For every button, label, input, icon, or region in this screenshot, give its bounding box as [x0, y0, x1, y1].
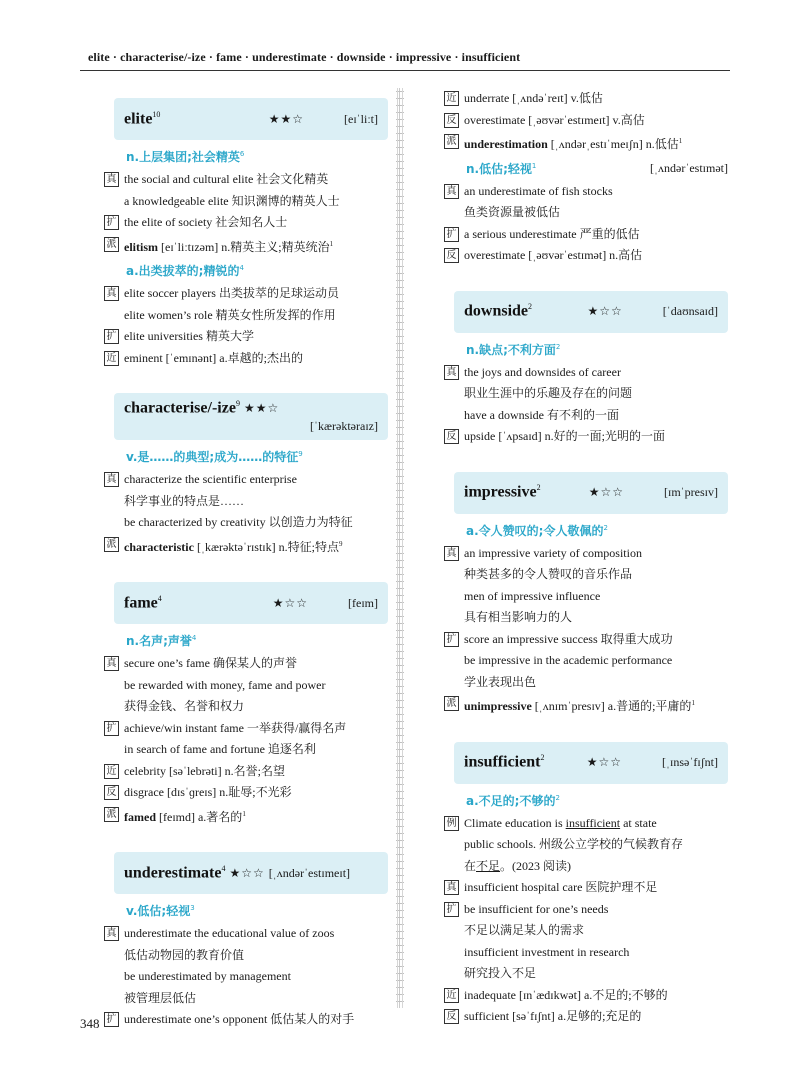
synonym-line: 近 eminent [ˈemɪnənt] a.卓越的;杰出的 — [104, 348, 388, 370]
sense-label: a.出类拔萃的;精锐的$^4$ — [126, 264, 244, 278]
star-rating: ★★☆ — [243, 400, 280, 415]
example-line: 扩 elite universities 精英大学 — [104, 326, 388, 348]
example-line: 扩 achieve/win instant fame 一举获得/赢得名声 — [104, 718, 388, 740]
entry-fame-header — [114, 582, 388, 624]
sense-label: v.低估;轻视$^3$ — [126, 904, 195, 919]
example-line: be characterized by creativity 以创造力为特征 — [124, 515, 353, 530]
headword: fame$^4$ — [124, 594, 162, 612]
tag-fan: 反 — [444, 113, 459, 128]
tag-jin: 近 — [104, 764, 119, 779]
tag-kuo: 扩 — [444, 632, 459, 647]
example-line: 科学事业的特点是…… — [124, 493, 245, 508]
sense-label: a.令人赞叹的;令人敬佩的$^2$ — [466, 523, 608, 538]
example-line: a knowledgeable elite 知识渊博的精英人士 — [124, 193, 340, 208]
example-line: be underestimated by management — [124, 969, 291, 984]
tag-fan: 反 — [444, 248, 459, 263]
headword: insufficient$^2$ — [464, 753, 545, 771]
tag-kuo: 扩 — [104, 329, 119, 344]
phonetic: [ˌɪnsəˈfɪʃnt] — [662, 755, 718, 769]
antonym-line: 反 overestimate [ˌəʊvərˈestɪmət] n.高估 — [444, 245, 728, 267]
example-line: 具有相当影响力的人 — [464, 610, 573, 624]
tag-kuo: 扩 — [104, 721, 119, 736]
headword: downside$^2$ — [464, 302, 533, 320]
phonetic: [ˌʌndərˈestɪmət] — [650, 160, 728, 175]
tag-li: 例 — [444, 816, 459, 831]
phonetic: [ˌʌndərˈestɪmeɪt] — [268, 865, 351, 880]
antonym-line: 反 disgrace [dɪsˈɡreɪs] n.耻辱;不光彩 — [104, 782, 388, 804]
tag-pai: 派 — [444, 134, 459, 149]
synonym-line: 近 inadequate [ɪnˈædɪkwət] a.不足的;不够的 — [444, 985, 728, 1007]
star-rating: ★☆☆ — [588, 485, 625, 499]
tag-zhen: 真 — [444, 184, 459, 199]
phonetic: [eɪˈliːt] — [344, 111, 378, 126]
example-line: men of impressive influence — [464, 588, 601, 603]
headword: underestimate$^4$ — [124, 864, 226, 882]
sense-label: a.不足的;不够的$^2$ — [466, 793, 560, 808]
example-line: 种类甚多的令人赞叹的音乐作品 — [464, 567, 633, 581]
tag-fan: 反 — [444, 429, 459, 444]
tag-fan: 反 — [104, 785, 119, 800]
tag-pai: 派 — [104, 237, 119, 252]
tag-kuo: 扩 — [444, 227, 459, 242]
antonym-line: 反 overestimate [ˌəʊvərˈestɪmeɪt] v.高估 — [444, 110, 728, 132]
sense-label: n.名声;声誉$^4$ — [126, 634, 197, 649]
entry-downside-header — [454, 291, 728, 333]
entry-impressive-header — [454, 472, 728, 514]
exam-example-line: 在不足。(2023 阅读) — [464, 858, 572, 873]
sense-label: n.低估;轻视$^1$ — [466, 161, 537, 176]
example-line: 真 an impressive variety of composition — [444, 543, 728, 565]
tag-pai: 派 — [444, 696, 459, 711]
example-line: 低估动物园的教育价值 — [124, 947, 245, 962]
tag-jin: 近 — [444, 91, 459, 106]
example-line: 扩 underestimate one’s opponent 低估某人的对手 — [104, 1009, 388, 1031]
tag-zhen: 真 — [444, 880, 459, 895]
headword: elite$^{10}$ — [124, 109, 161, 128]
sense-label: n.上层集团;社会精英$^6$ — [126, 150, 245, 164]
sense-label: n.缺点;不利方面$^2$ — [466, 342, 561, 357]
star-rating: ★★☆ — [268, 111, 305, 126]
example-line: 真 the joys and downsides of career — [444, 362, 728, 384]
antonym-line: 反 upside [ˈʌpsaɪd] n.好的一面;光明的一面 — [444, 426, 728, 448]
headword: impressive$^2$ — [464, 483, 541, 501]
tag-zhen: 真 — [444, 365, 459, 380]
example-line: elite women’s role 精英女性所发挥的作用 — [124, 307, 336, 322]
star-rating: ★☆☆ — [229, 865, 265, 880]
tag-jin: 近 — [444, 988, 459, 1003]
synonym-line: 近 celebrity [səˈlebrəti] n.名誉;名望 — [104, 761, 388, 783]
entry-elite-header — [114, 98, 388, 140]
derivative-line: 派 famed [feɪmd] a.著名的$^1$ — [104, 804, 388, 829]
tag-kuo: 扩 — [104, 215, 119, 230]
exam-example-line: public schools. 州级公立学校的气候教育存 — [464, 837, 683, 851]
derivative-line: 派 elitism [eɪˈliːtɪzəm] n.精英主义;精英统治$^1$ — [104, 234, 388, 259]
tag-kuo: 扩 — [104, 1012, 119, 1027]
example-line: 扩 a serious underestimate 严重的低估 — [444, 224, 728, 246]
entry-underestimate-header — [114, 852, 388, 894]
star-rating: ★☆☆ — [587, 304, 623, 318]
example-line: 真 elite soccer players 出类拔萃的足球运动员 — [104, 283, 388, 305]
example-line: be impressive in the academic performance — [464, 653, 673, 667]
entry-insufficient-header — [454, 742, 728, 784]
tag-zhen: 真 — [104, 172, 119, 187]
example-line: 学业表现出色 — [464, 674, 537, 689]
example-line: 获得金钱、名誉和权力 — [124, 699, 245, 714]
phonetic: [ˈkærəktəraɪz] — [310, 419, 378, 434]
tag-jin: 近 — [104, 351, 119, 366]
example-line: 鱼类资源量被低估 — [464, 205, 561, 219]
example-line: 真 the social and cultural elite 社会文化精英 — [104, 169, 388, 191]
tag-pai: 派 — [104, 537, 119, 552]
running-header: elite · characterise/-ize · fame · underestimate · downside · impressive · insufficient — [88, 50, 521, 64]
star-rating: ★☆☆ — [272, 595, 309, 610]
example-line: 不足以满足某人的需求 — [464, 923, 585, 937]
example-line: 真 insufficient hospital care 医院护理不足 — [444, 877, 728, 899]
headword: characterise/-ize$^9$ — [124, 399, 240, 417]
tag-zhen: 真 — [444, 546, 459, 561]
phonetic: [ɪmˈpresɪv] — [664, 485, 718, 499]
example-line: have a downside 有不利的一面 — [464, 407, 619, 422]
example-line: be rewarded with money, fame and power — [124, 677, 326, 692]
right-column — [444, 88, 728, 1028]
column-divider — [396, 88, 404, 1008]
header-rule — [80, 70, 730, 71]
example-line: 扩 the elite of society 社会知名人士 — [104, 212, 388, 234]
example-line: 被管理层低估 — [124, 990, 197, 1005]
derivative-line: 派 unimpressive [ˌʌnɪmˈpresɪv] a.普通的;平庸的$^1$ — [444, 693, 728, 718]
example-line: 真 characterize the scientific enterprise — [104, 469, 388, 491]
exam-example-line: 例 Climate education is insufficient at state — [444, 813, 728, 835]
phonetic: [feɪm] — [348, 595, 378, 610]
example-line: 扩 score an impressive success 取得重大成功 — [444, 629, 728, 651]
entry-characterise-header — [114, 393, 388, 440]
sense-label: v.是……的典型;成为……的特征$^9$ — [126, 450, 303, 465]
sense-label-row — [466, 160, 728, 177]
page-number: 348 — [80, 1016, 100, 1031]
tag-pai: 派 — [104, 807, 119, 822]
synonym-line: 近 underrate [ˌʌndəˈreɪt] v.低估 — [444, 88, 728, 110]
example-line: in search of fame and fortune 追逐名利 — [124, 742, 316, 757]
example-line: 扩 be insufficient for one’s needs — [444, 899, 728, 921]
example-line: 真 underestimate the educational value of zoos — [104, 923, 388, 945]
antonym-line: 反 sufficient [səˈfɪʃnt] a.足够的;充足的 — [444, 1006, 728, 1028]
tag-kuo: 扩 — [444, 902, 459, 917]
example-line: 真 secure one’s fame 确保某人的声誉 — [104, 653, 388, 675]
example-line: 职业生涯中的乐趣及存在的问题 — [464, 386, 633, 400]
left-column — [104, 88, 388, 1031]
tag-zhen: 真 — [104, 926, 119, 941]
example-line: insufficient investment in research — [464, 944, 630, 959]
phonetic: [ˈdaʊnsaɪd] — [662, 304, 718, 318]
tag-zhen: 真 — [104, 656, 119, 671]
example-line: 研究投入不足 — [464, 966, 537, 980]
derivative-line: 派 characteristic [ˌkærəktəˈrɪstɪk] n.特征;特点$^9$ — [104, 534, 388, 559]
example-line: 真 an underestimate of fish stocks — [444, 181, 728, 203]
tag-zhen: 真 — [104, 286, 119, 301]
tag-fan: 反 — [444, 1009, 459, 1024]
star-rating: ★☆☆ — [586, 755, 623, 769]
derivative-line: 派 underestimation [ˌʌndərˌestɪˈmeɪʃn] n.低估$^1$ — [444, 131, 728, 156]
tag-zhen: 真 — [104, 472, 119, 487]
